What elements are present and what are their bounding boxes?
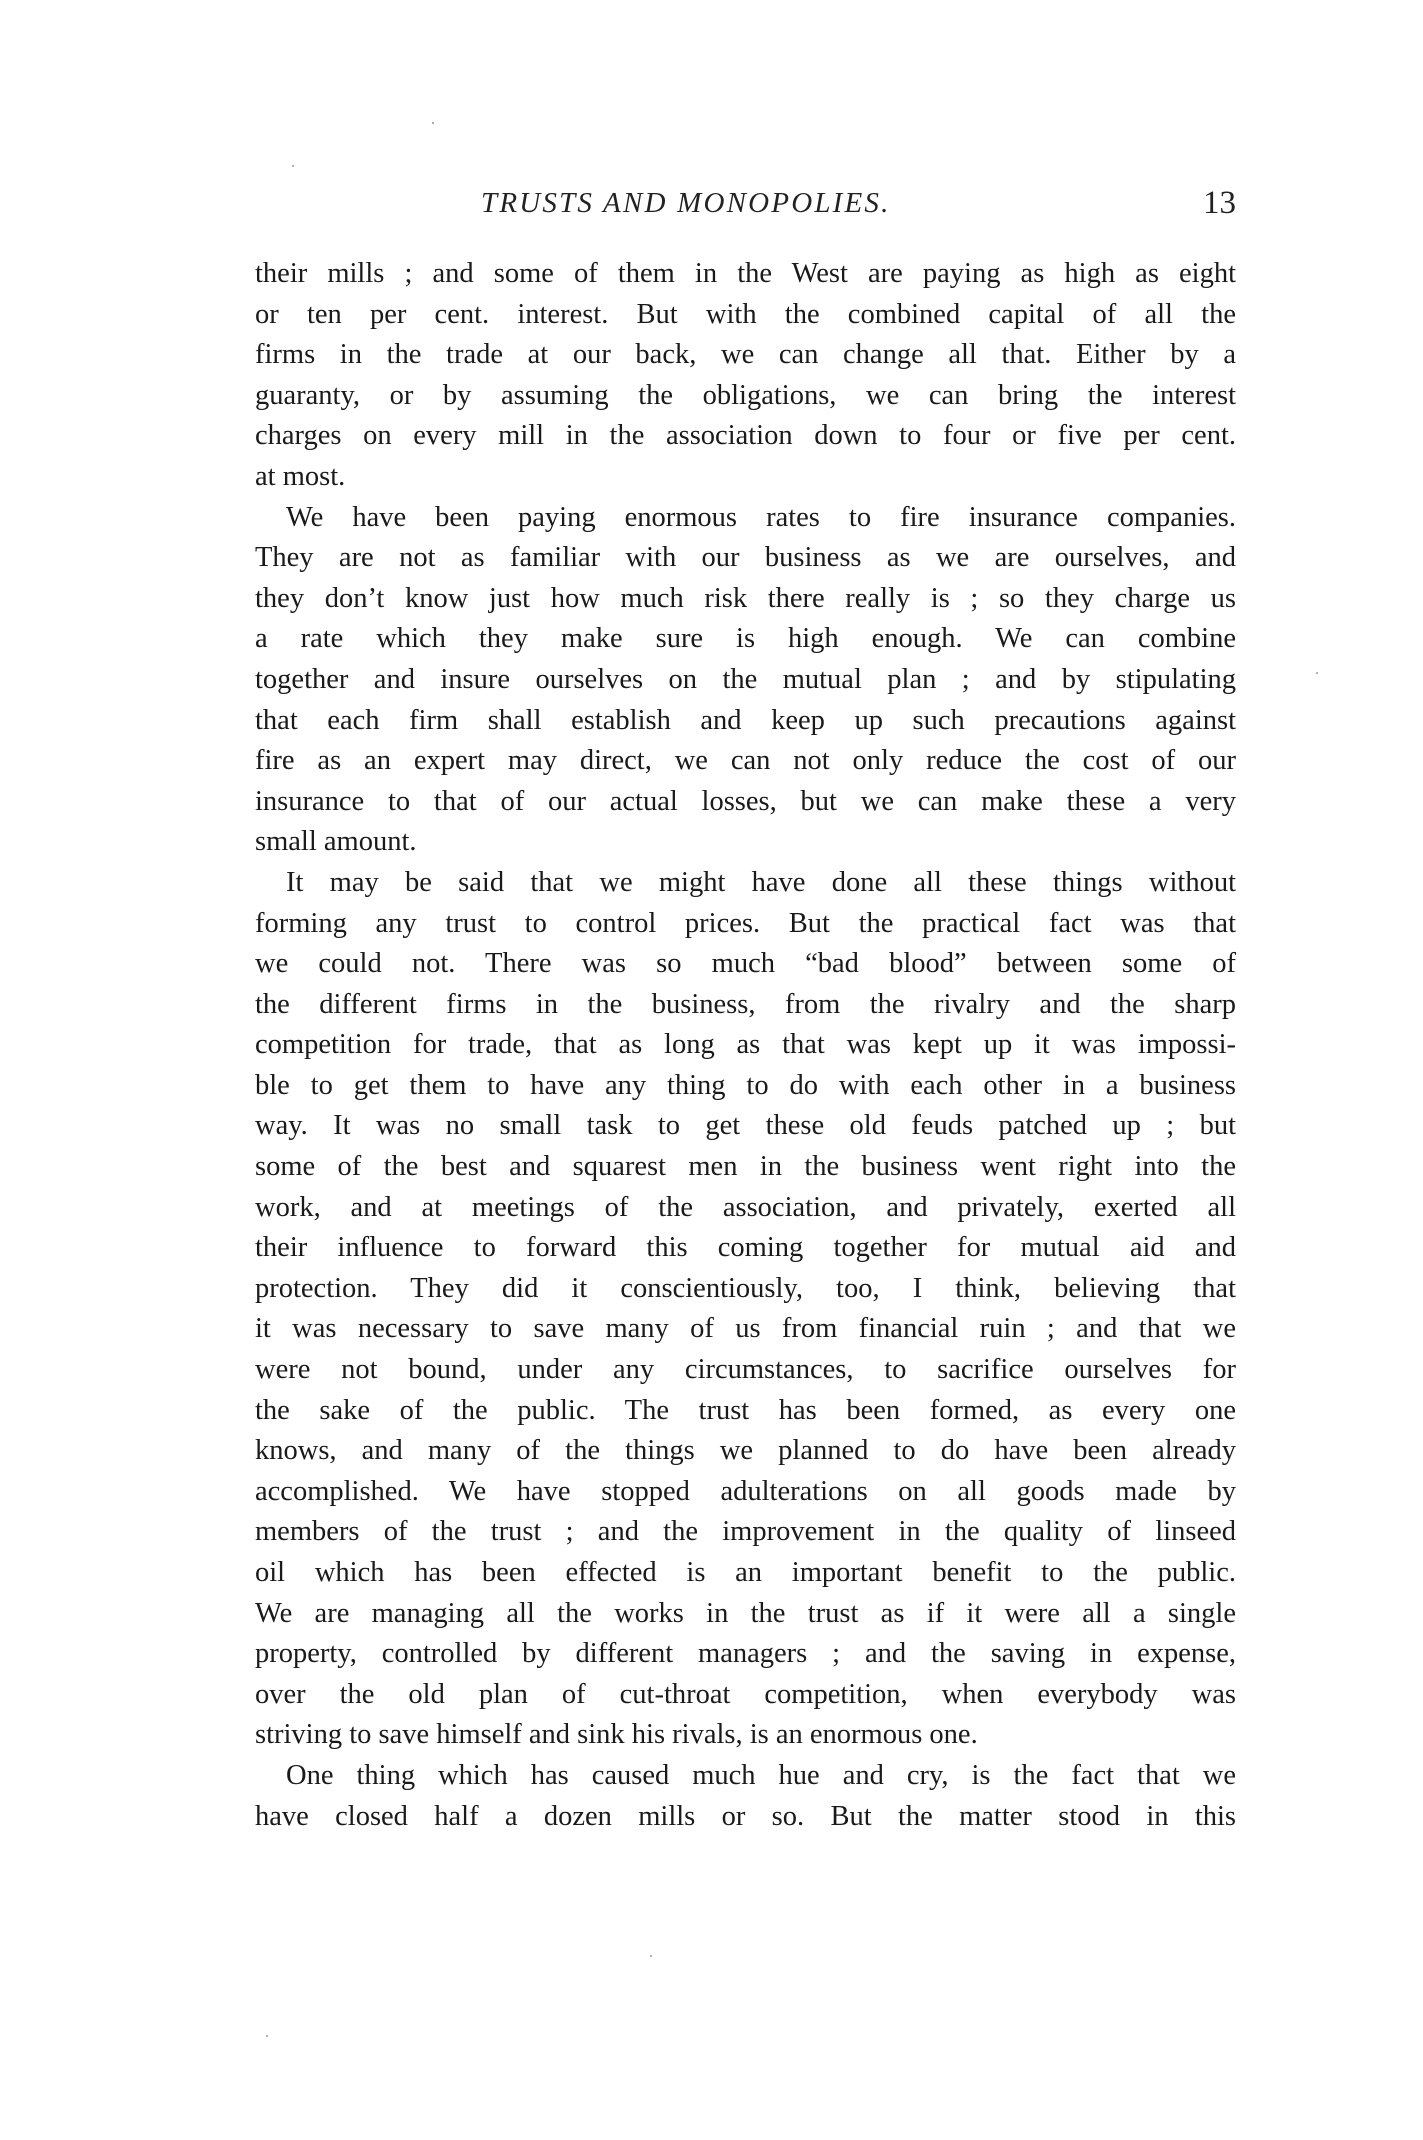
text-line: some of the best and squarest men in the business went right into the <box>255 1151 1236 1183</box>
text-line: at most. <box>255 460 346 492</box>
text-line: their mills ; and some of them in the West are paying as high as eight <box>255 258 1236 289</box>
text-line: a rate which they make sure is high enough. We can combine <box>255 623 1236 655</box>
text-line: they don’t know just how much risk there really is ; so they charge us <box>255 582 1236 614</box>
text-line: it was necessary to save many of us from financial ruin ; and that we <box>255 1313 1236 1345</box>
text-line: members of the trust ; and the improvement in the quality of linseed <box>255 1516 1236 1548</box>
text-line: that each firm shall establish and keep up such precautions against <box>255 704 1236 736</box>
running-head <box>255 182 1236 224</box>
scan-speck <box>292 165 294 167</box>
scan-speck <box>1316 672 1318 674</box>
running-title: TRUSTS AND MONOPOLIES. <box>481 187 891 219</box>
scan-speck <box>432 122 434 124</box>
text-line: have closed half a dozen mills or so. But the matter stood in this <box>255 1800 1236 1832</box>
body-text <box>255 254 1236 1837</box>
text-line: their influence to forward this coming together for mutual aid and <box>255 1232 1236 1264</box>
text-line: competition for trade, that as long as that was kept up it was impossi- <box>255 1029 1236 1061</box>
text-line: the different firms in the business, from the rivalry and the sharp <box>255 988 1236 1020</box>
text-line: we could not. There was so much “bad blood” between some of <box>255 948 1236 980</box>
text-line: were not bound, under any circumstances, to sacrifice ourselves for <box>255 1354 1236 1386</box>
text-line: knows, and many of the things we planned to do have been already <box>255 1435 1236 1467</box>
text-line: guaranty, or by assuming the obligations, we can bring the interest <box>255 379 1236 411</box>
text-line: insurance to that of our actual losses, but we can make these a very <box>255 785 1236 817</box>
text-line: They are not as familiar with our business as we are ourselves, and <box>255 542 1236 574</box>
text-line: work, and at meetings of the association, and privately, exerted all <box>255 1191 1236 1223</box>
text-line: way. It was no small task to get these old feuds patched up ; but <box>255 1110 1236 1142</box>
text-line: over the old plan of cut-throat competition, when everybody was <box>255 1678 1236 1710</box>
text-line: We have been paying enormous rates to fire insurance companies. <box>286 501 1236 533</box>
text-line: We are managing all the works in the trust as if it were all a single <box>255 1597 1236 1629</box>
text-line: firms in the trade at our back, we can change all that. Either by a <box>255 339 1236 371</box>
text-line: together and insure ourselves on the mutual plan ; and by stipulating <box>255 663 1236 695</box>
text-line: ble to get them to have any thing to do with each other in a business <box>255 1069 1236 1101</box>
text-line: protection. They did it conscientiously, too, I think, believing that <box>255 1272 1236 1304</box>
text-line: property, controlled by different managers ; and the saving in expense, <box>255 1638 1236 1670</box>
paragraph <box>255 1756 1236 1837</box>
text-line: charges on every mill in the association down to four or five per cent. <box>255 420 1236 452</box>
text-line: accomplished. We have stopped adulterations on all goods made by <box>255 1475 1236 1507</box>
paragraph <box>255 498 1236 863</box>
page-number: 13 <box>1203 185 1236 221</box>
paragraph <box>255 863 1236 1756</box>
scan-speck <box>650 1955 652 1957</box>
paragraph <box>255 254 1236 498</box>
text-line: small amount. <box>255 826 417 858</box>
text-line: forming any trust to control prices. But the practical fact was that <box>255 907 1236 939</box>
text-line: the sake of the public. The trust has been formed, as every one <box>255 1394 1236 1426</box>
text-line: It may be said that we might have done all these things without <box>286 866 1236 898</box>
scan-speck <box>266 2035 268 2037</box>
text-line: fire as an expert may direct, we can not only reduce the cost of our <box>255 745 1236 777</box>
text-line: or ten per cent. interest. But with the combined capital of all the <box>255 298 1236 330</box>
text-line: One thing which has caused much hue and cry, is the fact that we <box>286 1759 1236 1791</box>
text-line: oil which has been effected is an important benefit to the public. <box>255 1557 1236 1588</box>
text-line: striving to save himself and sink his rivals, is an enormous one. <box>255 1719 978 1751</box>
